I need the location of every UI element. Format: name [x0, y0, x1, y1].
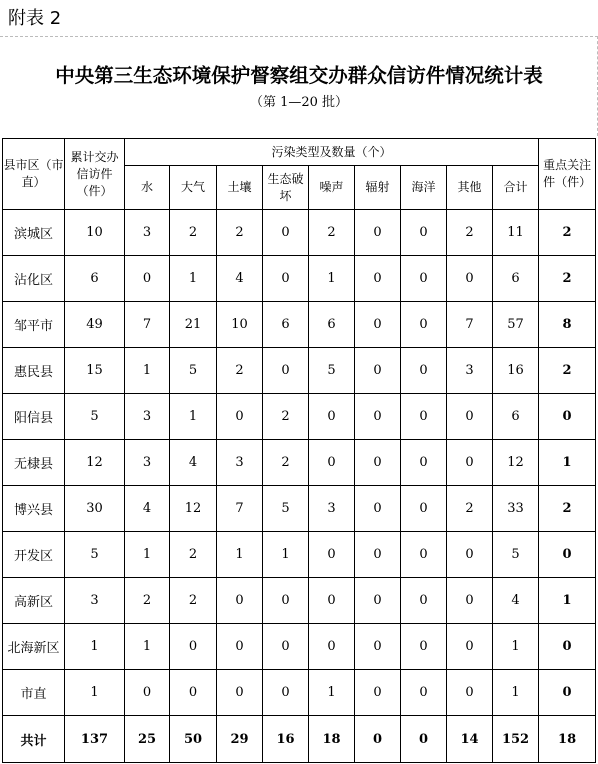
pollution-count-cell: 0	[401, 210, 447, 256]
pollution-count-cell: 0	[263, 348, 309, 394]
pollution-count-cell: 6	[493, 394, 539, 440]
header-type: 土壤	[217, 166, 263, 210]
header-type: 其他	[447, 166, 493, 210]
pollution-count-cell: 2	[125, 578, 170, 624]
pollution-count-cell: 6	[309, 302, 355, 348]
cumulative-cell: 6	[65, 256, 125, 302]
pollution-count-cell: 2	[217, 348, 263, 394]
pollution-count-cell: 4	[125, 486, 170, 532]
header-type: 辐射	[355, 166, 401, 210]
pollution-count-cell: 0	[170, 670, 217, 716]
pollution-count-cell: 2	[263, 394, 309, 440]
statistics-table	[2, 138, 596, 763]
pollution-count-cell: 0	[447, 578, 493, 624]
pollution-count-cell: 0	[355, 486, 401, 532]
pollution-count-cell: 50	[170, 716, 217, 763]
pollution-count-cell: 14	[447, 716, 493, 763]
pollution-count-cell: 57	[493, 302, 539, 348]
table-row	[3, 210, 596, 256]
pollution-count-cell: 0	[447, 532, 493, 578]
table-row	[3, 440, 596, 486]
pollution-count-cell: 1	[493, 670, 539, 716]
pollution-count-cell: 0	[447, 670, 493, 716]
pollution-count-cell: 0	[263, 670, 309, 716]
focus-cell: 2	[539, 348, 596, 394]
pollution-count-cell: 3	[125, 440, 170, 486]
pollution-count-cell: 1	[125, 348, 170, 394]
cumulative-cell: 15	[65, 348, 125, 394]
pollution-count-cell: 7	[217, 486, 263, 532]
pollution-count-cell: 0	[355, 394, 401, 440]
pollution-count-cell: 2	[447, 210, 493, 256]
focus-cell: 1	[539, 440, 596, 486]
pollution-count-cell: 0	[401, 394, 447, 440]
table-row	[3, 256, 596, 302]
pollution-count-cell: 4	[170, 440, 217, 486]
pollution-count-cell: 16	[263, 716, 309, 763]
pollution-count-cell: 0	[355, 670, 401, 716]
focus-cell: 0	[539, 624, 596, 670]
pollution-count-cell: 0	[217, 624, 263, 670]
pollution-count-cell: 0	[447, 394, 493, 440]
pollution-count-cell: 0	[401, 348, 447, 394]
pollution-count-cell: 1	[125, 532, 170, 578]
pollution-count-cell: 1	[170, 394, 217, 440]
pollution-count-cell: 0	[401, 440, 447, 486]
table-row	[3, 578, 596, 624]
pollution-count-cell: 29	[217, 716, 263, 763]
cumulative-cell: 1	[65, 624, 125, 670]
focus-cell: 0	[539, 394, 596, 440]
focus-cell: 2	[539, 210, 596, 256]
cumulative-cell: 30	[65, 486, 125, 532]
pollution-count-cell: 152	[493, 716, 539, 763]
pollution-count-cell: 0	[355, 302, 401, 348]
pollution-count-cell: 2	[217, 210, 263, 256]
header-focus: 重点关注件（件）	[539, 139, 596, 210]
pollution-count-cell: 18	[309, 716, 355, 763]
pollution-count-cell: 12	[493, 440, 539, 486]
pollution-count-cell: 0	[309, 532, 355, 578]
pollution-count-cell: 33	[493, 486, 539, 532]
pollution-count-cell: 2	[263, 440, 309, 486]
pollution-count-cell: 1	[170, 256, 217, 302]
pollution-count-cell: 2	[170, 532, 217, 578]
pollution-count-cell: 0	[125, 256, 170, 302]
pollution-count-cell: 11	[493, 210, 539, 256]
pollution-count-cell: 1	[309, 670, 355, 716]
pollution-count-cell: 5	[493, 532, 539, 578]
header-pollution-group: 污染类型及数量（个）	[125, 139, 539, 166]
pollution-count-cell: 0	[401, 578, 447, 624]
pollution-count-cell: 0	[355, 716, 401, 763]
pollution-count-cell: 0	[401, 716, 447, 763]
county-name: 邹平市	[3, 302, 65, 348]
pollution-count-cell: 0	[401, 532, 447, 578]
pollution-count-cell: 0	[401, 624, 447, 670]
header-type: 海洋	[401, 166, 447, 210]
table-row	[3, 394, 596, 440]
header-type: 噪声	[309, 166, 355, 210]
cumulative-cell: 5	[65, 394, 125, 440]
pollution-count-cell: 0	[217, 394, 263, 440]
pollution-count-cell: 12	[170, 486, 217, 532]
focus-cell: 2	[539, 256, 596, 302]
focus-cell: 1	[539, 578, 596, 624]
county-name: 阳信县	[3, 394, 65, 440]
pollution-count-cell: 0	[263, 624, 309, 670]
pollution-count-cell: 1	[125, 624, 170, 670]
focus-cell: 8	[539, 302, 596, 348]
pollution-count-cell: 4	[493, 578, 539, 624]
attachment-label: 附表 2	[8, 8, 62, 29]
pollution-count-cell: 0	[401, 486, 447, 532]
county-name: 开发区	[3, 532, 65, 578]
pollution-count-cell: 0	[355, 578, 401, 624]
pollution-count-cell: 0	[447, 256, 493, 302]
pollution-count-cell: 1	[493, 624, 539, 670]
pollution-count-cell: 0	[125, 670, 170, 716]
county-name: 共计	[3, 716, 65, 763]
header-type: 大气	[170, 166, 217, 210]
header-cumulative: 累计交办信访件（件）	[65, 139, 125, 210]
pollution-count-cell: 0	[401, 256, 447, 302]
pollution-count-cell: 3	[125, 210, 170, 256]
pollution-count-cell: 0	[355, 440, 401, 486]
document-title: 中央第三生态环境保护督察组交办群众信访件情况统计表	[55, 64, 543, 87]
pollution-count-cell: 21	[170, 302, 217, 348]
cumulative-cell: 1	[65, 670, 125, 716]
pollution-count-cell: 10	[217, 302, 263, 348]
pollution-count-cell: 0	[447, 440, 493, 486]
pollution-count-cell: 0	[355, 256, 401, 302]
pollution-count-cell: 0	[263, 256, 309, 302]
cumulative-cell: 137	[65, 716, 125, 763]
pollution-count-cell: 0	[263, 578, 309, 624]
table-row	[3, 302, 596, 348]
pollution-count-cell: 7	[125, 302, 170, 348]
pollution-count-cell: 0	[309, 394, 355, 440]
pollution-count-cell: 0	[447, 624, 493, 670]
pollution-count-cell: 0	[170, 624, 217, 670]
table-row	[3, 670, 596, 716]
pollution-count-cell: 2	[309, 210, 355, 256]
pollution-count-cell: 0	[355, 348, 401, 394]
cumulative-cell: 49	[65, 302, 125, 348]
county-name: 惠民县	[3, 348, 65, 394]
pollution-count-cell: 0	[401, 670, 447, 716]
header-county: 县市区（市直）	[3, 139, 65, 210]
county-name: 沾化区	[3, 256, 65, 302]
pollution-count-cell: 1	[217, 532, 263, 578]
table-row	[3, 624, 596, 670]
pollution-count-cell: 1	[263, 532, 309, 578]
county-name: 高新区	[3, 578, 65, 624]
county-name: 北海新区	[3, 624, 65, 670]
pollution-count-cell: 2	[447, 486, 493, 532]
table-row	[3, 486, 596, 532]
cumulative-cell: 5	[65, 532, 125, 578]
pollution-count-cell: 3	[447, 348, 493, 394]
pollution-count-cell: 1	[309, 256, 355, 302]
pollution-count-cell: 25	[125, 716, 170, 763]
header-type: 生态破坏	[263, 166, 309, 210]
pollution-count-cell: 4	[217, 256, 263, 302]
pollution-count-cell: 6	[493, 256, 539, 302]
focus-cell: 0	[539, 670, 596, 716]
table-row	[3, 532, 596, 578]
pollution-count-cell: 0	[355, 532, 401, 578]
pollution-count-cell: 3	[125, 394, 170, 440]
pollution-count-cell: 0	[401, 302, 447, 348]
cumulative-cell: 10	[65, 210, 125, 256]
focus-cell: 0	[539, 532, 596, 578]
pollution-count-cell: 0	[309, 578, 355, 624]
document-subtitle: （第 1—20 批）	[249, 95, 349, 110]
pollution-count-cell: 0	[263, 210, 309, 256]
pollution-count-cell: 2	[170, 578, 217, 624]
pollution-count-cell: 3	[309, 486, 355, 532]
pollution-count-cell: 0	[309, 440, 355, 486]
table-row	[3, 348, 596, 394]
cumulative-cell: 3	[65, 578, 125, 624]
county-name: 无棣县	[3, 440, 65, 486]
pollution-count-cell: 16	[493, 348, 539, 394]
pollution-count-cell: 0	[309, 624, 355, 670]
county-name: 滨城区	[3, 210, 65, 256]
county-name: 博兴县	[3, 486, 65, 532]
cumulative-cell: 12	[65, 440, 125, 486]
pollution-count-cell: 6	[263, 302, 309, 348]
focus-cell: 18	[539, 716, 596, 763]
header-type: 水	[125, 166, 170, 210]
pollution-count-cell: 5	[309, 348, 355, 394]
focus-cell: 2	[539, 486, 596, 532]
pollution-count-cell: 0	[217, 670, 263, 716]
total-row	[3, 716, 596, 763]
pollution-count-cell: 2	[170, 210, 217, 256]
header-type: 合计	[493, 166, 539, 210]
pollution-count-cell: 5	[263, 486, 309, 532]
pollution-count-cell: 3	[217, 440, 263, 486]
header-divider	[0, 36, 598, 37]
pollution-count-cell: 7	[447, 302, 493, 348]
pollution-count-cell: 0	[355, 210, 401, 256]
pollution-count-cell: 0	[217, 578, 263, 624]
pollution-count-cell: 5	[170, 348, 217, 394]
county-name: 市直	[3, 670, 65, 716]
pollution-count-cell: 0	[355, 624, 401, 670]
